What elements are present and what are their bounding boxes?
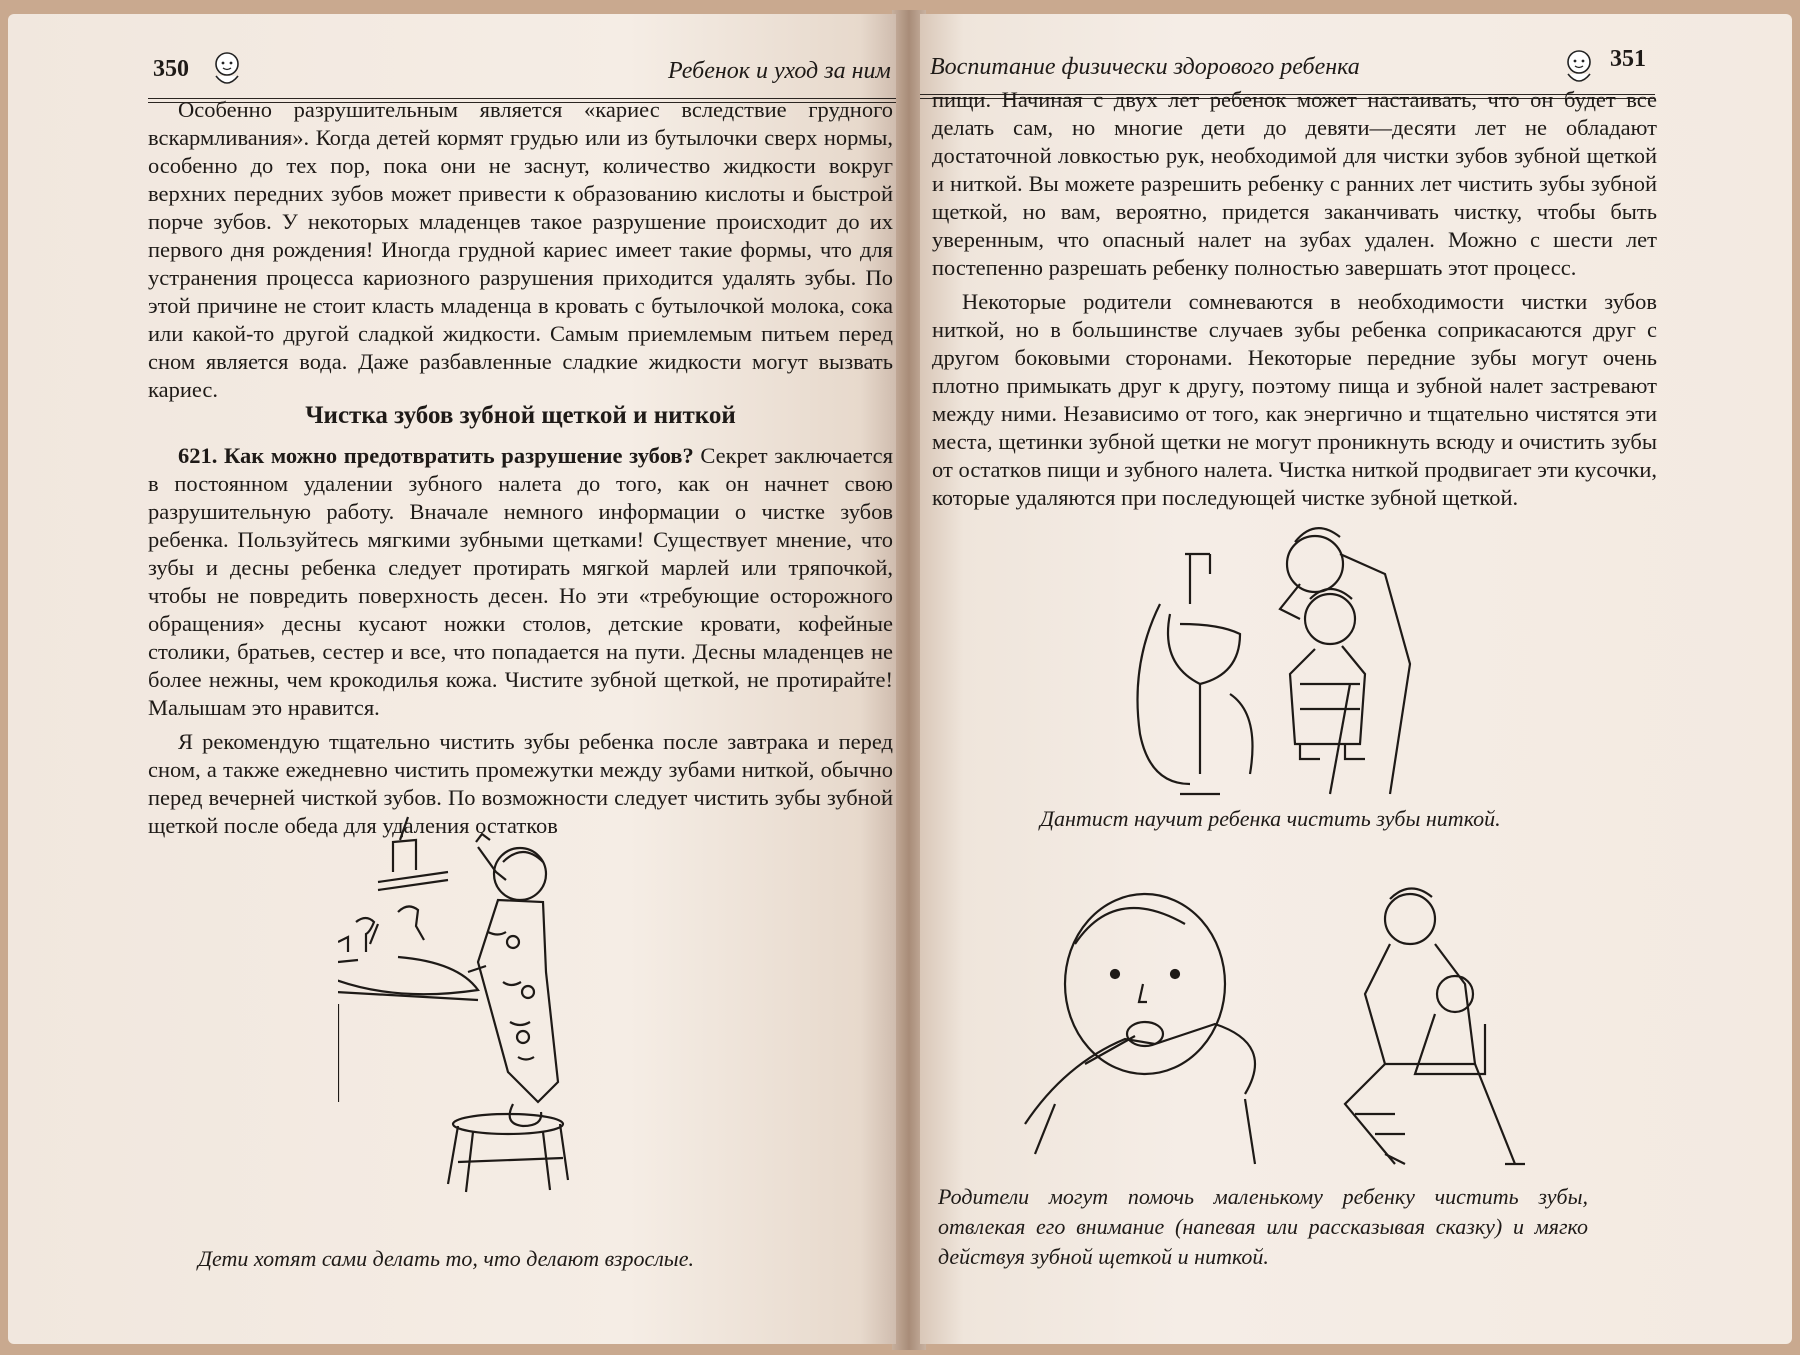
right-running-title: Воспитание физически здорового ребенка — [930, 54, 1360, 80]
right-page — [920, 14, 1792, 1344]
question-number: 621. Как можно предотвратить разрушение зубов? — [178, 443, 694, 468]
left-page — [8, 14, 896, 1344]
right-caption-2: Родители могут помочь маленькому ребенку чистить зубы, отвлекая его внимание (напевая или рассказывая сказку) и мягко действуя зубной щеткой и ниткой. — [938, 1184, 1588, 1269]
section-heading: Чистка зубов зубной щеткой и ниткой — [305, 402, 736, 429]
paragraph: Особенно разрушительным является «кариес вследствие грудного вскармливания». Когда детей кормят грудью или из бутылочки сверх нормы, особенно до тех пор, пока они не заснут, количество жидкости вокруг верхних передних зубов может привести к образованию кислоты и быстрой порче зубов. У некоторых младенцев такое разрушение происходит до их первого дня рождения! Иногда грудной кариес имеет такие формы, что для устранения процесса кариозного разрушения приходится удалять зубы. По этой причине не стоит класть младенца в кровать с бутылочкой молока, сока или какой-то другой сладкой жидкости. Самым приемлемым питьем перед сном является вода. Даже разбавленные сладкие жидкости могут вызвать кариес. — [148, 97, 893, 402]
baby-mascot-icon — [208, 50, 246, 95]
left-running-title: Ребенок и уход за ним — [668, 58, 891, 84]
paragraph: Я рекомендую тщательно чистить зубы ребенка после завтрака и перед сном, а также ежедневно чистить промежутки между зубами ниткой, обычно перед вечерней чисткой зубов. По возможности следует чистить зубы зубной щеткой после обеда для удаления остатков — [148, 729, 893, 838]
paragraph: пищи. Начиная с двух лет ребенок может настаивать, что он будет все делать сам, но многие дети до девяти—десяти лет не обладают достаточной ловкостью рук, необходимой для чистки зубов зубной щеткой и ниткой. Вы можете разрешить ребенку с ранних лет чистить зубы зубной щеткой, но вам, вероятно, придется заканчивать чистку, чтобы быть уверенным, что опасный налет на зубах удален. Можно с шести лет постепенно разрешать ребенку полностью завершать этот процесс. — [932, 87, 1657, 280]
right-body-text — [932, 86, 1657, 512]
left-question-text — [148, 442, 893, 840]
left-page-number: 350 — [153, 56, 189, 82]
question-paragraph — [148, 442, 893, 722]
left-caption: Дети хотят сами делать то, что делают взрослые. — [198, 1246, 694, 1271]
right-running-head — [920, 36, 1792, 88]
right-page-number: 351 — [1610, 46, 1646, 72]
paragraph: Некоторые родители сомневаются в необходимости чистки зубов ниткой, но в большинстве случаев зубы ребенка соприкасаются друг с другом боковыми сторонами. Некоторые передние зубы могут очень плотно примыкать друг к другу, поэтому пища и зубной налет застревают между ними. Независимо от того, как энергично и тщательно чистятся эти места, щетинки зубной щетки не могут проникнуть всюду и очистить зубы от остатков пищи и зубного налета. Чистка ниткой продвигает эти кусочки, которые удаляются при последующей чистке зубной щеткой. — [932, 289, 1657, 510]
left-intro-text — [148, 96, 893, 404]
dentist-flossing-illustration — [1130, 514, 1470, 804]
child-at-sink-illustration — [338, 812, 678, 1232]
right-caption-1: Дантист научит ребенка чистить зубы ниткой. — [1040, 806, 1501, 831]
parent-brushing-illustration — [1015, 864, 1575, 1184]
question-body: Секрет заключается в постоянном удалении зубного налета до того, как он начнет свою разрушительную работу. Вначале немного информации о чистке зубов ребенка. Пользуйтесь мягкими зубными щетками! Существует мнение, что зубы и десны ребенка следует протирать мягкой марлей или тряпочкой, чтобы не повредить поверхность десен. Но эти «требующие осторожного обращения» десны кусают ножки столов, детские кровати, кофейные столики, братьев, сестер и все, что попадается на пути. Десны младенцев не более нежны, чем крокодилья кожа. Чистите зубной щеткой, не протирайте! Малышам это нравится. — [148, 443, 893, 720]
left-running-head — [8, 36, 896, 88]
